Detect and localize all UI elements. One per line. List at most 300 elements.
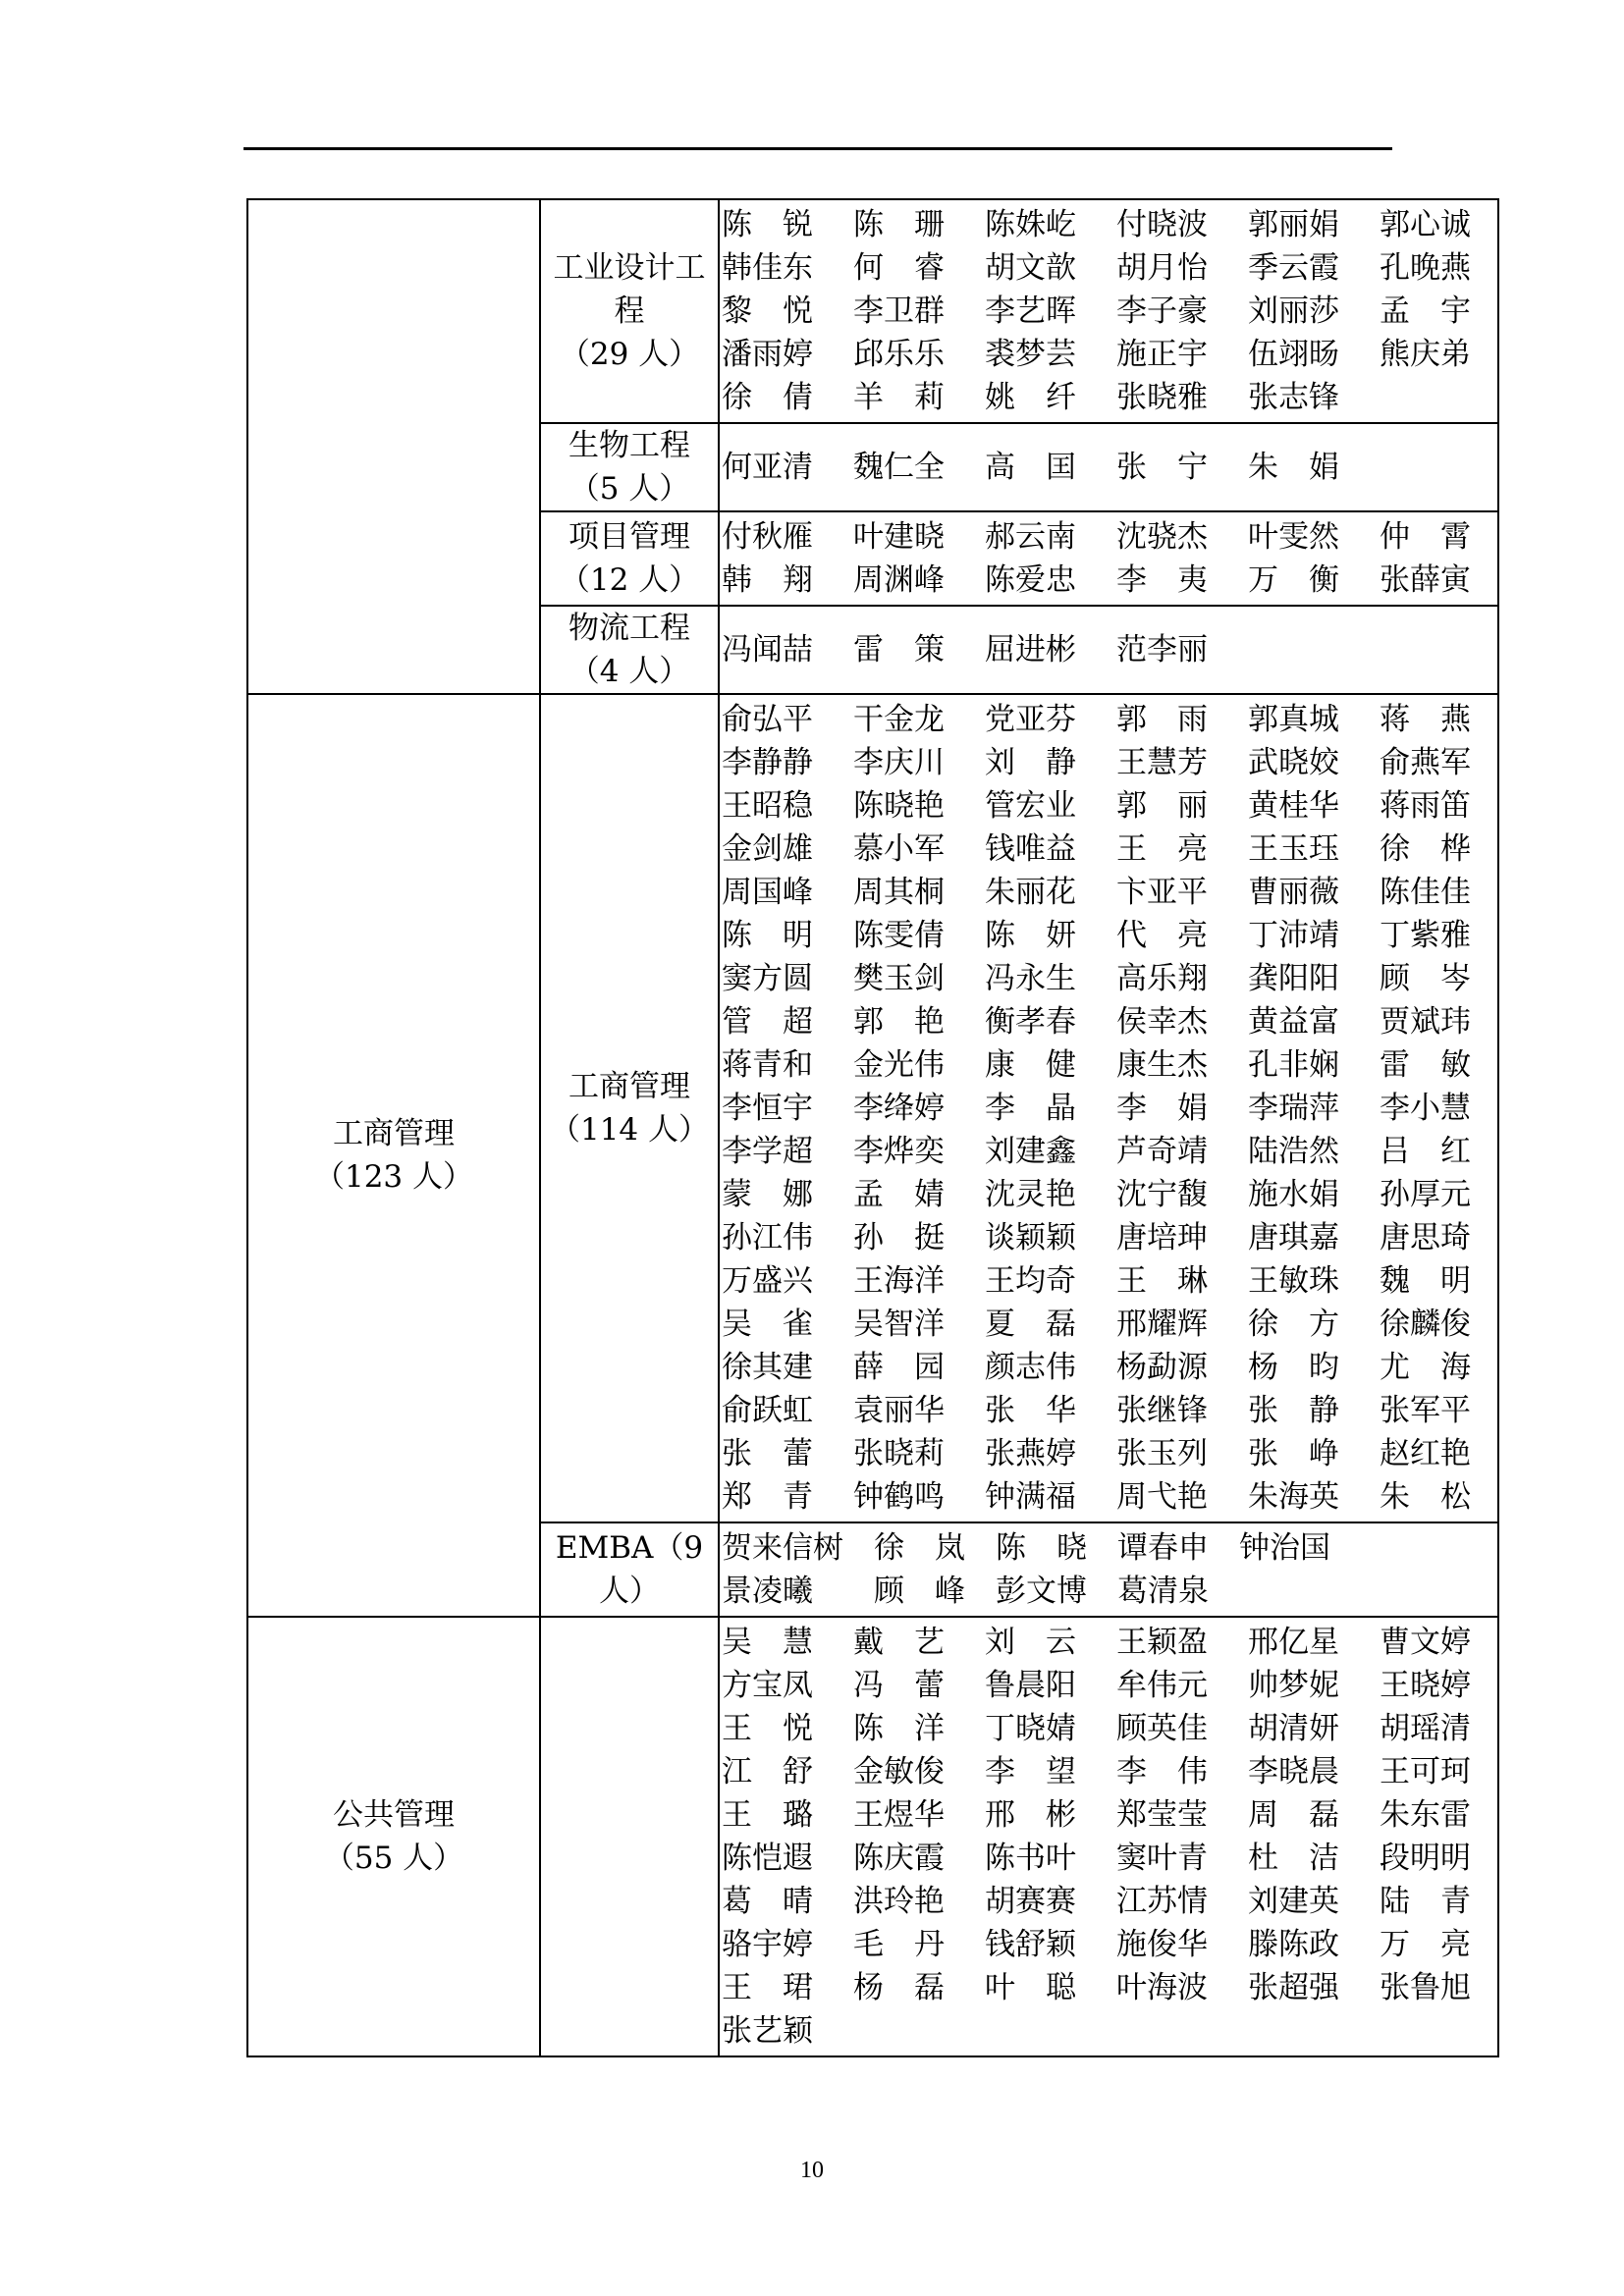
student-name: 仲 霄 — [1380, 519, 1471, 555]
student-name: 施俊华 — [1116, 1927, 1208, 1962]
student-name: 朱东雷 — [1380, 1797, 1471, 1833]
student-name: 屈进彬 — [985, 632, 1076, 667]
student-name: 李艺晖 — [985, 294, 1076, 329]
name-line — [720, 1346, 1497, 1389]
student-name: 何 睿 — [853, 250, 945, 286]
student-name: 陈庆霞 — [853, 1841, 945, 1876]
student-name: 徐其建 — [722, 1350, 813, 1385]
student-name: 王 璐 — [722, 1797, 813, 1833]
student-name: 徐 倩 — [722, 380, 813, 415]
student-name: 陈 明 — [722, 918, 813, 953]
student-name: 刘建英 — [1248, 1884, 1339, 1919]
student-name: 慕小军 — [853, 831, 945, 867]
student-name: 付秋雁 — [722, 519, 813, 555]
names-cell — [719, 1522, 1498, 1617]
name-line — [720, 1570, 1497, 1613]
student-name: 俞跃虹 — [722, 1393, 813, 1428]
student-name: 唐思琦 — [1380, 1220, 1471, 1255]
student-name: 顾 岑 — [1380, 961, 1471, 996]
student-name: 袁丽华 — [853, 1393, 945, 1428]
student-name: 李 晶 — [985, 1091, 1076, 1126]
student-name: 王昭稳 — [722, 788, 813, 824]
student-name: 伍翊旸 — [1248, 337, 1339, 372]
student-name: 骆宇婷 — [722, 1927, 813, 1962]
field-cell — [540, 511, 719, 606]
student-name: 魏 明 — [1380, 1263, 1471, 1299]
student-name: 胡文歆 — [985, 250, 1076, 286]
student-name: 魏仁全 — [853, 450, 945, 485]
student-name: 康 健 — [985, 1047, 1076, 1083]
name-line — [720, 1837, 1497, 1880]
student-name: 邱乐乐 — [853, 337, 945, 372]
name-line — [720, 1880, 1497, 1923]
student-name: 雷 策 — [853, 632, 945, 667]
student-name: 蒋雨笛 — [1380, 788, 1471, 824]
student-name: 张 静 — [1248, 1393, 1339, 1428]
student-name: 陈书叶 — [985, 1841, 1076, 1876]
student-name: 李 娟 — [1116, 1091, 1208, 1126]
student-name: 姚 纤 — [985, 380, 1076, 415]
student-name: 张 宁 — [1116, 450, 1208, 485]
student-name: 王煜华 — [853, 1797, 945, 1833]
student-name: 李绛婷 — [853, 1091, 945, 1126]
student-name: 郭 丽 — [1116, 788, 1208, 824]
name-line — [720, 376, 1497, 419]
student-name: 张薛寅 — [1380, 562, 1471, 598]
student-name: 帅梦妮 — [1248, 1668, 1339, 1703]
student-name: 张鲁旭 — [1380, 1970, 1471, 2005]
field-label: 物流工程 — [568, 611, 690, 646]
name-line — [720, 1000, 1497, 1043]
student-name: 李卫群 — [853, 294, 945, 329]
student-name: 顾英佳 — [1116, 1711, 1208, 1746]
student-name: 薛 园 — [853, 1350, 945, 1385]
student-name: 蒋青和 — [722, 1047, 813, 1083]
student-name: 黎 悦 — [722, 294, 813, 329]
student-name: 陈 锐 — [722, 207, 813, 242]
student-name: 孙 挺 — [853, 1220, 945, 1255]
student-name: 李 伟 — [1116, 1754, 1208, 1789]
student-name: 裘梦芸 — [985, 337, 1076, 372]
name-line — [720, 1259, 1497, 1303]
name-line — [720, 1923, 1497, 1966]
student-name: 郑 青 — [722, 1479, 813, 1515]
student-name: 施正宇 — [1116, 337, 1208, 372]
student-name: 叶建晓 — [853, 519, 945, 555]
student-name: 陈姝屹 — [985, 207, 1076, 242]
field-label: 人） — [599, 1574, 660, 1609]
student-name: 江苏情 — [1116, 1884, 1208, 1919]
student-name: 李小慧 — [1380, 1091, 1471, 1126]
student-name: 李晓晨 — [1248, 1754, 1339, 1789]
student-name: 唐琪嘉 — [1248, 1220, 1339, 1255]
student-name: 葛 晴 — [722, 1884, 813, 1919]
major-label: （123 人） — [313, 1159, 474, 1195]
page-number: 10 — [800, 2158, 824, 2183]
student-name: 李静静 — [722, 745, 813, 780]
student-name: 王晓婷 — [1380, 1668, 1471, 1703]
student-name: 康生杰 — [1116, 1047, 1208, 1083]
student-name: 曹丽薇 — [1248, 875, 1339, 910]
name-line — [720, 698, 1497, 741]
student-name: 牟伟元 — [1116, 1668, 1208, 1703]
student-name: 陈恺遐 — [722, 1841, 813, 1876]
student-name: 金敏俊 — [853, 1754, 945, 1789]
student-name: 付晓波 — [1116, 207, 1208, 242]
student-name: 王 悦 — [722, 1711, 813, 1746]
student-name: 范李丽 — [1116, 632, 1208, 667]
student-name: 王 珺 — [722, 1970, 813, 2005]
names-cell — [719, 511, 1498, 606]
student-name: 陆 青 — [1380, 1884, 1471, 1919]
names-cell — [719, 1617, 1498, 2056]
student-name: 李瑞萍 — [1248, 1091, 1339, 1126]
student-name: 雷 敏 — [1380, 1047, 1471, 1083]
student-name: 窦方圆 — [722, 961, 813, 996]
student-names-text: 贺来信树 徐 岚 陈 晓 谭春申 钟治国 — [722, 1530, 1330, 1566]
student-name: 丁紫雅 — [1380, 918, 1471, 953]
student-name: 张 华 — [985, 1393, 1076, 1428]
student-name: 何亚清 — [722, 450, 813, 485]
student-name: 潘雨婷 — [722, 337, 813, 372]
student-name: 管宏业 — [985, 788, 1076, 824]
name-line — [720, 1216, 1497, 1259]
student-name: 万 亮 — [1380, 1927, 1471, 1962]
student-name: 郭 雨 — [1116, 702, 1208, 737]
names-cell — [719, 694, 1498, 1522]
student-name: 金光伟 — [853, 1047, 945, 1083]
names-cell — [719, 199, 1498, 423]
student-name: 李烨奕 — [853, 1134, 945, 1169]
student-name: 孔晚燕 — [1380, 250, 1471, 286]
name-line — [720, 1750, 1497, 1793]
student-name: 万盛兴 — [722, 1263, 813, 1299]
name-line — [720, 1707, 1497, 1750]
name-line — [720, 446, 1497, 489]
names-cell — [719, 606, 1498, 694]
major-cell — [247, 694, 540, 1617]
name-line — [720, 1173, 1497, 1216]
name-line — [720, 1087, 1497, 1130]
table-row — [247, 1617, 1498, 2056]
student-name: 邢 彬 — [985, 1797, 1076, 1833]
student-name: 张超强 — [1248, 1970, 1339, 2005]
student-name: 孟 婧 — [853, 1177, 945, 1212]
student-name: 丁沛靖 — [1248, 918, 1339, 953]
student-name: 李学超 — [722, 1134, 813, 1169]
student-name: 毛 丹 — [853, 1927, 945, 1962]
student-name: 高乐翔 — [1116, 961, 1208, 996]
student-name: 孙江伟 — [722, 1220, 813, 1255]
student-name: 胡清妍 — [1248, 1711, 1339, 1746]
header-rule — [244, 147, 1392, 150]
name-line — [720, 784, 1497, 828]
name-line — [720, 957, 1497, 1000]
student-name: 周渊峰 — [853, 562, 945, 598]
student-name: 冯 蕾 — [853, 1668, 945, 1703]
name-line — [720, 1303, 1497, 1346]
student-name: 颜志伟 — [985, 1350, 1076, 1385]
student-name: 叶 聪 — [985, 1970, 1076, 2005]
field-label: 工商管理 — [568, 1069, 690, 1104]
student-name: 王敏珠 — [1248, 1263, 1339, 1299]
table-row — [247, 199, 1498, 423]
name-line — [720, 871, 1497, 914]
student-name: 刘丽莎 — [1248, 294, 1339, 329]
student-name: 唐培珅 — [1116, 1220, 1208, 1255]
student-name: 陆浩然 — [1248, 1134, 1339, 1169]
major-label: （55 人） — [323, 1841, 464, 1876]
student-name: 党亚芬 — [985, 702, 1076, 737]
field-label: （5 人） — [568, 471, 690, 507]
student-name: 干金龙 — [853, 702, 945, 737]
student-name: 周国峰 — [722, 875, 813, 910]
student-name: 刘建鑫 — [985, 1134, 1076, 1169]
name-line — [720, 246, 1497, 290]
major-label: 工商管理 — [333, 1116, 455, 1151]
student-name: 吴智洋 — [853, 1307, 945, 1342]
student-name: 刘 静 — [985, 745, 1076, 780]
student-name: 侯幸杰 — [1116, 1004, 1208, 1040]
field-cell — [540, 199, 719, 423]
major-label: 公共管理 — [333, 1797, 455, 1833]
student-name: 孙厚元 — [1380, 1177, 1471, 1212]
name-line — [720, 333, 1497, 376]
student-name: 王颖盈 — [1116, 1625, 1208, 1660]
student-name: 黄桂华 — [1248, 788, 1339, 824]
student-name: 王 琳 — [1116, 1263, 1208, 1299]
field-cell — [540, 1617, 719, 2056]
student-name: 窦叶青 — [1116, 1841, 1208, 1876]
student-name: 冯闻喆 — [722, 632, 813, 667]
student-name: 张燕婷 — [985, 1436, 1076, 1471]
student-name: 鲁晨阳 — [985, 1668, 1076, 1703]
student-name: 周其桐 — [853, 875, 945, 910]
student-name: 杨 磊 — [853, 1970, 945, 2005]
student-name: 叶海波 — [1116, 1970, 1208, 2005]
student-name: 赵红艳 — [1380, 1436, 1471, 1471]
student-names-text: 景凌曦 顾 峰 彭文博 葛清泉 — [722, 1574, 1209, 1609]
student-name: 方宝凤 — [722, 1668, 813, 1703]
field-label: 程 — [614, 294, 645, 329]
student-name: 周弋艳 — [1116, 1479, 1208, 1515]
student-name: 洪玲艳 — [853, 1884, 945, 1919]
student-name: 曹文婷 — [1380, 1625, 1471, 1660]
name-line — [720, 1475, 1497, 1519]
student-name: 陈佳佳 — [1380, 875, 1471, 910]
student-name: 徐 桦 — [1380, 831, 1471, 867]
student-name: 吕 红 — [1380, 1134, 1471, 1169]
student-name: 张继锋 — [1116, 1393, 1208, 1428]
student-name: 熊庆弟 — [1380, 337, 1471, 372]
name-line — [720, 1966, 1497, 2009]
student-name: 刘 云 — [985, 1625, 1076, 1660]
student-name: 高 囯 — [985, 450, 1076, 485]
student-name: 杨 昀 — [1248, 1350, 1339, 1385]
name-line — [720, 1432, 1497, 1475]
student-name: 陈 珊 — [853, 207, 945, 242]
student-name: 叶雯然 — [1248, 519, 1339, 555]
student-name: 张 峥 — [1248, 1436, 1339, 1471]
student-name: 李庆川 — [853, 745, 945, 780]
student-name: 代 亮 — [1116, 918, 1208, 953]
student-name: 郝云南 — [985, 519, 1076, 555]
student-name: 蒙 娜 — [722, 1177, 813, 1212]
name-line — [720, 1389, 1497, 1432]
student-name: 徐麟俊 — [1380, 1307, 1471, 1342]
field-label: 生物工程 — [568, 428, 690, 463]
student-name: 滕陈政 — [1248, 1927, 1339, 1962]
name-line — [720, 1526, 1497, 1570]
student-name: 郭心诚 — [1380, 207, 1471, 242]
student-name: 张晓雅 — [1116, 380, 1208, 415]
student-name: 张军平 — [1380, 1393, 1471, 1428]
student-name: 张 蕾 — [722, 1436, 813, 1471]
field-label: （114 人） — [549, 1112, 710, 1148]
student-name: 俞燕军 — [1380, 745, 1471, 780]
student-name: 张玉列 — [1116, 1436, 1208, 1471]
student-name: 徐 方 — [1248, 1307, 1339, 1342]
student-name: 陈晓艳 — [853, 788, 945, 824]
student-name: 李子豪 — [1116, 294, 1208, 329]
name-line — [720, 203, 1497, 246]
student-name: 郑莹莹 — [1116, 1797, 1208, 1833]
student-name: 胡月怡 — [1116, 250, 1208, 286]
student-name: 芦奇靖 — [1116, 1134, 1208, 1169]
student-name: 朱 娟 — [1248, 450, 1339, 485]
name-line — [720, 1130, 1497, 1173]
name-line — [720, 2009, 1497, 2053]
student-name: 邢亿星 — [1248, 1625, 1339, 1660]
student-name: 龚阳阳 — [1248, 961, 1339, 996]
student-name: 王玉珏 — [1248, 831, 1339, 867]
student-name: 夏 磊 — [985, 1307, 1076, 1342]
student-name: 吴 慧 — [722, 1625, 813, 1660]
name-line — [720, 1621, 1497, 1664]
student-name: 胡瑶清 — [1380, 1711, 1471, 1746]
field-label: （12 人） — [559, 562, 700, 598]
student-name: 王慧芳 — [1116, 745, 1208, 780]
student-name: 万 衡 — [1248, 562, 1339, 598]
student-name: 邢耀辉 — [1116, 1307, 1208, 1342]
student-name: 施水娟 — [1248, 1177, 1339, 1212]
student-name: 郭丽娟 — [1248, 207, 1339, 242]
student-name: 钟满福 — [985, 1479, 1076, 1515]
student-name: 段明明 — [1380, 1841, 1471, 1876]
name-line — [720, 1793, 1497, 1837]
student-name: 陈雯倩 — [853, 918, 945, 953]
student-name: 王可珂 — [1380, 1754, 1471, 1789]
student-name: 陈爱忠 — [985, 562, 1076, 598]
student-name: 沈宁馥 — [1116, 1177, 1208, 1212]
student-name: 张志锋 — [1248, 380, 1339, 415]
student-name: 衡孝春 — [985, 1004, 1076, 1040]
field-label: 工业设计工 — [553, 250, 706, 286]
student-name: 郭真城 — [1248, 702, 1339, 737]
name-line — [720, 515, 1497, 559]
student-name: 冯永生 — [985, 961, 1076, 996]
student-name: 尤 海 — [1380, 1350, 1471, 1385]
name-line — [720, 914, 1497, 957]
major-cell — [247, 1617, 540, 2056]
student-name: 朱海英 — [1248, 1479, 1339, 1515]
student-name: 李 夷 — [1116, 562, 1208, 598]
student-name: 王 亮 — [1116, 831, 1208, 867]
field-label: （29 人） — [559, 337, 700, 372]
student-name: 钱唯益 — [985, 831, 1076, 867]
student-name: 丁晓婧 — [985, 1711, 1076, 1746]
field-label: 项目管理 — [568, 519, 690, 555]
student-name: 沈骁杰 — [1116, 519, 1208, 555]
student-name: 张艺颖 — [722, 2013, 813, 2049]
student-name: 朱 松 — [1380, 1479, 1471, 1515]
field-cell — [540, 1522, 719, 1617]
student-name: 武晓姣 — [1248, 745, 1339, 780]
student-name: 钱舒颖 — [985, 1927, 1076, 1962]
student-name: 孔非娴 — [1248, 1047, 1339, 1083]
table-row — [247, 694, 1498, 1522]
student-name: 吴 雀 — [722, 1307, 813, 1342]
student-name: 周 磊 — [1248, 1797, 1339, 1833]
student-name: 王海洋 — [853, 1263, 945, 1299]
student-name: 胡赛赛 — [985, 1884, 1076, 1919]
names-cell — [719, 423, 1498, 511]
student-name: 樊玉剑 — [853, 961, 945, 996]
name-line — [720, 559, 1497, 602]
student-name: 谈颖颖 — [985, 1220, 1076, 1255]
student-name: 李恒宇 — [722, 1091, 813, 1126]
student-name: 郭 艳 — [853, 1004, 945, 1040]
field-label: （4 人） — [568, 654, 690, 689]
major-cell — [247, 199, 540, 694]
student-name: 蒋 燕 — [1380, 702, 1471, 737]
student-name: 沈灵艳 — [985, 1177, 1076, 1212]
field-cell — [540, 423, 719, 511]
field-cell — [540, 694, 719, 1522]
student-name: 卞亚平 — [1116, 875, 1208, 910]
field-label: EMBA（9 — [555, 1530, 704, 1566]
student-name: 韩 翔 — [722, 562, 813, 598]
student-name: 张晓莉 — [853, 1436, 945, 1471]
student-name: 王均奇 — [985, 1263, 1076, 1299]
student-name: 韩佳东 — [722, 250, 813, 286]
student-name: 杨勐源 — [1116, 1350, 1208, 1385]
student-name: 管 超 — [722, 1004, 813, 1040]
student-name: 李 望 — [985, 1754, 1076, 1789]
name-line — [720, 1664, 1497, 1707]
student-name: 季云霞 — [1248, 250, 1339, 286]
student-name: 戴 艺 — [853, 1625, 945, 1660]
student-name: 羊 莉 — [853, 380, 945, 415]
name-line — [720, 628, 1497, 671]
name-line — [720, 290, 1497, 333]
student-name: 贾斌玮 — [1380, 1004, 1471, 1040]
field-cell — [540, 606, 719, 694]
name-line — [720, 828, 1497, 871]
roster-table — [246, 198, 1499, 2057]
student-name: 江 舒 — [722, 1754, 813, 1789]
student-name: 钟鹤鸣 — [853, 1479, 945, 1515]
student-name: 俞弘平 — [722, 702, 813, 737]
student-name: 陈 洋 — [853, 1711, 945, 1746]
student-name: 朱丽花 — [985, 875, 1076, 910]
student-name: 孟 宇 — [1380, 294, 1471, 329]
student-name: 黄益富 — [1248, 1004, 1339, 1040]
name-line — [720, 1043, 1497, 1087]
student-name: 金剑雄 — [722, 831, 813, 867]
student-name: 陈 妍 — [985, 918, 1076, 953]
student-name: 杜 洁 — [1248, 1841, 1339, 1876]
